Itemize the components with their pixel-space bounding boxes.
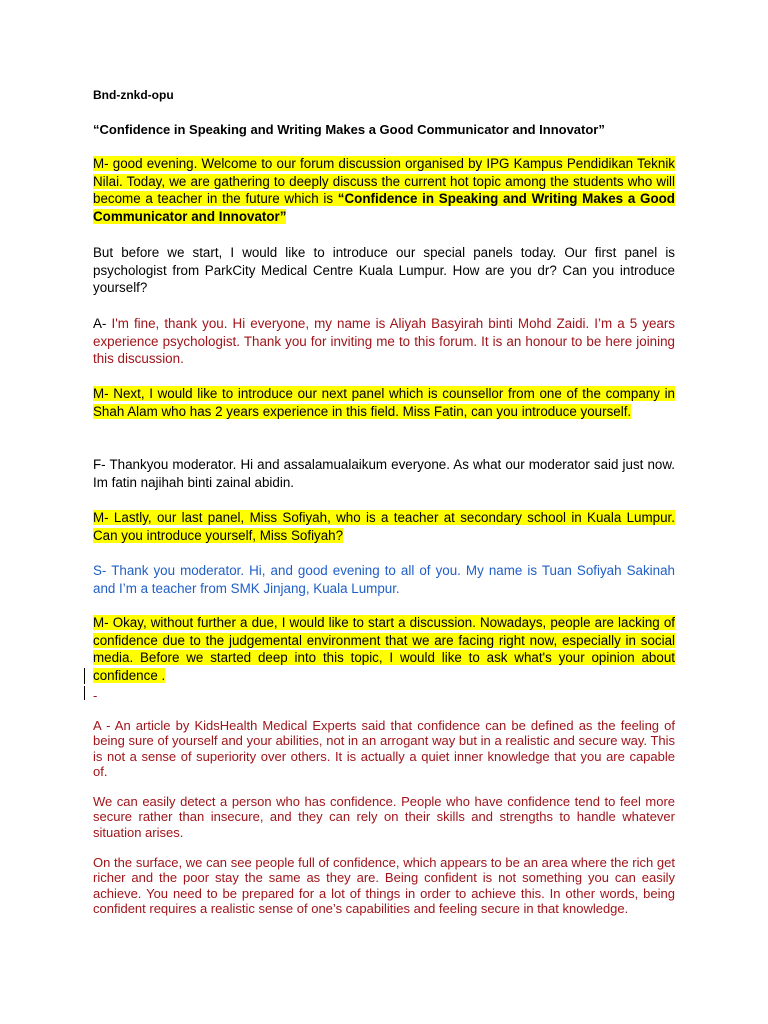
aliyah-introduction-text: I'm fine, thank you. Hi everyone, my name is Aliyah Basyirah binti Mohd Zaidi. I’m a 5 years experience psychologist. Thank you for inviting me to this forum. It is an honour to be here joining this discussion. <box>93 316 675 367</box>
document-id: Bnd-znkd-opu <box>93 88 174 102</box>
moderator-opening-text: M- good evening. Welcome to our forum discussion organised by IPG Kampus Pendidikan Teknik Nilai. Today, we are gathering to deeply discuss the current hot topic among the students who will become a teacher in the future which is <box>93 156 675 207</box>
confidence-definition-paragraph: A - An article by KidsHealth Medical Experts said that confidence can be defined as the feeling of being sure of yourself and your abilities, not in an arrogant way but in a realistic and secure way. This is not a sense of superiority over others. It is actually a quiet inner knowledge that you are capable of. <box>93 718 675 779</box>
panel-introduction-paragraph: But before we start, I would like to introduce our special panels today. Our first panel is psychologist from ParkCity Medical Centre Kuala Lumpur. How are you dr? Can you introduce yourself? <box>93 245 675 296</box>
forum-topic-bold: “Confidence in Speaking and Writing Makes a Good Communicator and Innovator” <box>93 191 675 224</box>
fatin-invitation-text: M- Next, I would like to introduce our next panel which is counsellor from one of the company in Shah Alam who has 2 years experience in this field. Miss Fatin, can you introduce yourself. <box>93 386 675 419</box>
discussion-start-text: M- Okay, without further a due, I would like to start a discussion. Nowadays, people are lacking of confidence due to the judgemental environment that we are facing right now, especially in social media. Before we started deep into this topic, I would like to ask what's your opinion about confidence . <box>93 615 675 683</box>
sofiyah-invitation-paragraph <box>93 509 675 544</box>
confidence-surface-paragraph: On the surface, we can see people full of confidence, which appears to be an area where the rich get richer and the poor stay the same as they are. Being confident is not something you can easily achieve. You need to be prepared for a lot of things in order to achieve this. In other words, being confident requires a realistic sense of one’s capabilities and feeling secure in that knowledge. <box>93 855 675 916</box>
document-title: “Confidence in Speaking and Writing Makes a Good Communicator and Innovator” <box>93 122 605 137</box>
sofiyah-invitation-text: M- Lastly, our last panel, Miss Sofiyah, who is a teacher at secondary school in Kuala Lumpur. Can you introduce yourself, Miss Sofiyah? <box>93 510 675 543</box>
dash-line: - <box>93 688 98 703</box>
confidence-detection-paragraph: We can easily detect a person who has confidence. People who have confidence tend to feel more secure rather than insecure, and they can rely on their skills and strengths to handle whatever situation arises. <box>93 794 675 840</box>
sofiyah-introduction-paragraph: S- Thank you moderator. Hi, and good evening to all of you. My name is Tuan Sofiyah Sakinah and I’m a teacher from SMK Jinjang, Kuala Lumpur. <box>93 563 675 596</box>
aliyah-introduction-paragraph <box>93 315 675 368</box>
discussion-start-paragraph <box>93 614 675 684</box>
text-cursor-mark <box>84 668 85 684</box>
moderator-opening-paragraph <box>93 155 675 225</box>
aliyah-prefix: A- <box>93 316 112 331</box>
text-cursor-mark-secondary <box>84 686 85 700</box>
fatin-invitation-paragraph <box>93 385 675 420</box>
fatin-introduction-paragraph: F- Thankyou moderator. Hi and assalamualaikum everyone. As what our moderator said just now. Im fatin najihah binti zainal abidin. <box>93 457 675 490</box>
